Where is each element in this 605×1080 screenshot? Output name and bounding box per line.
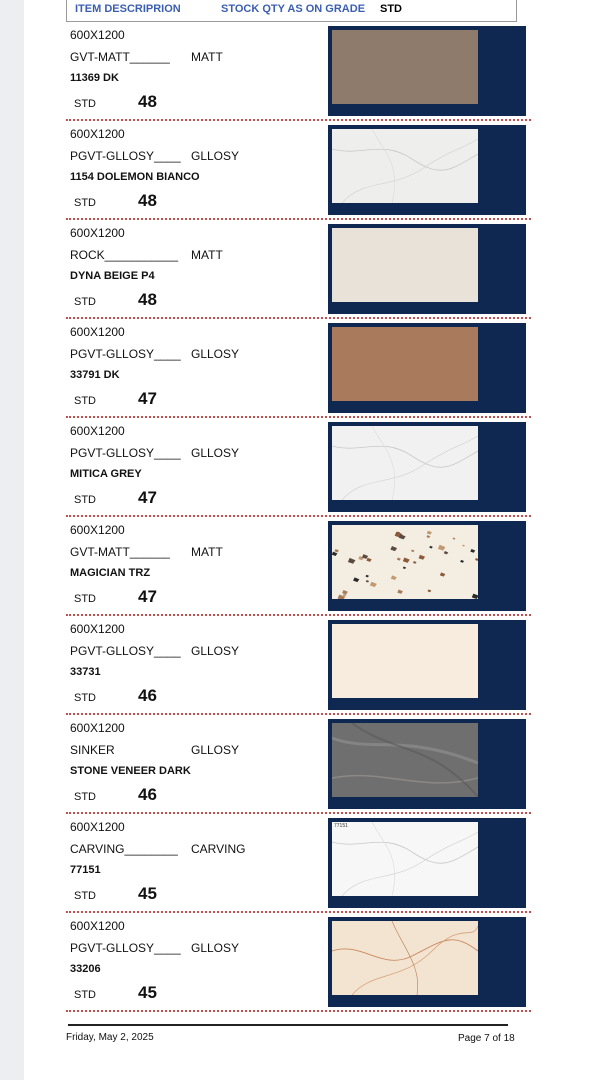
tile-size: 600X1200 [70, 127, 125, 141]
list-item [66, 121, 531, 220]
grade-label: STD [74, 890, 96, 902]
page-number: Page 7 of 18 [458, 1033, 515, 1044]
product-name: 77151 [70, 864, 101, 876]
grade-label: STD [74, 989, 96, 1001]
list-item [66, 517, 531, 616]
tile-size: 600X1200 [70, 523, 125, 537]
list-item [66, 913, 531, 1012]
product-name: 11369 DK [70, 72, 119, 84]
product-name: STONE VENEER DARK [70, 765, 191, 777]
product-code: GVT-MATT______ [70, 545, 170, 559]
stock-qty: 47 [138, 587, 157, 606]
tile-size: 600X1200 [70, 424, 125, 438]
finish-type: GLLOSY [191, 149, 240, 163]
list-item [66, 814, 531, 913]
finish-type: MATT [191, 248, 223, 262]
stock-qty: 46 [138, 785, 157, 804]
tile-image [332, 327, 478, 401]
tile-image [332, 723, 478, 797]
tile-image [332, 228, 470, 300]
tile-size: 600X1200 [70, 820, 125, 834]
finish-type: MATT [191, 545, 223, 559]
tile-photo [328, 224, 526, 314]
grade-label: STD [74, 593, 96, 605]
grade-label: STD [74, 791, 96, 803]
product-name: 33206 [70, 963, 101, 975]
tile-image [332, 921, 478, 995]
product-name: 1154 DOLEMON BIANCO [70, 171, 200, 183]
stock-qty: 48 [138, 92, 157, 111]
grade-label: STD [74, 692, 96, 704]
product-name: 33791 DK [70, 369, 120, 381]
tile-size: 600X1200 [70, 721, 125, 735]
tile-photo [328, 521, 526, 611]
tile-photo [328, 422, 526, 512]
grade-label: STD [74, 98, 96, 110]
tile-photo [328, 125, 526, 215]
finish-type: GLLOSY [191, 644, 240, 658]
tile-photo [328, 917, 526, 1007]
header-item-description: ITEM DESCRIPRION [75, 3, 181, 15]
finish-type: GLLOSY [191, 446, 240, 460]
tile-size: 600X1200 [70, 919, 125, 933]
product-code: PGVT-GLLOSY____ [70, 446, 181, 460]
product-code: PGVT-GLLOSY____ [70, 149, 181, 163]
list-item [66, 220, 531, 319]
stock-qty: 45 [138, 884, 157, 903]
tile-photo [328, 719, 526, 809]
finish-type: CARVING [191, 842, 246, 856]
tile-size: 600X1200 [70, 28, 125, 42]
stock-qty: 46 [138, 686, 157, 705]
stock-qty: 48 [138, 191, 157, 210]
tile-image [332, 129, 478, 203]
product-name: MAGICIAN TRZ [70, 567, 151, 579]
product-name: 33731 [70, 666, 101, 678]
product-name: DYNA BEIGE P4 [70, 270, 155, 282]
table-header [66, 0, 517, 22]
tile-size: 600X1200 [70, 622, 125, 636]
footer-date: Friday, May 2, 2025 [66, 1032, 154, 1043]
grade-label: STD [74, 296, 96, 308]
product-code: ROCK___________ [70, 248, 179, 262]
list-item [66, 616, 531, 715]
grade-label: STD [74, 197, 96, 209]
product-code: PGVT-GLLOSY____ [70, 347, 181, 361]
item-list [66, 22, 531, 1012]
tile-photo [328, 26, 526, 116]
tile-image [332, 426, 478, 500]
product-code: PGVT-GLLOSY____ [70, 941, 181, 955]
product-code: PGVT-GLLOSY____ [70, 644, 181, 658]
finish-type: GLLOSY [191, 941, 240, 955]
stock-qty: 48 [138, 290, 157, 309]
tile-photo [328, 818, 526, 908]
list-item [66, 418, 531, 517]
grade-label: STD [74, 395, 96, 407]
tile-image [332, 822, 478, 896]
product-name: MITICA GREY [70, 468, 142, 480]
finish-type: GLLOSY [191, 347, 240, 361]
product-code: GVT-MATT______ [70, 50, 170, 64]
product-code: SINKER [70, 743, 115, 757]
footer-divider [68, 1024, 508, 1026]
product-code: CARVING________ [70, 842, 178, 856]
grade-label: STD [74, 494, 96, 506]
tile-size: 600X1200 [70, 226, 125, 240]
stock-qty: 45 [138, 983, 157, 1002]
stock-qty: 47 [138, 389, 157, 408]
list-item [66, 22, 531, 121]
finish-type: GLLOSY [191, 743, 240, 757]
tile-photo [328, 620, 526, 710]
left-margin-strip [0, 0, 24, 1080]
finish-type: MATT [191, 50, 223, 64]
stock-qty: 47 [138, 488, 157, 507]
tile-size: 600X1200 [70, 325, 125, 339]
tile-image [332, 525, 478, 599]
header-stock-qty: STOCK QTY AS ON GRADE [221, 3, 366, 15]
tile-photo [328, 323, 526, 413]
list-item [66, 715, 531, 814]
tile-image [332, 30, 478, 104]
header-grade: STD [380, 3, 402, 15]
tile-label: 77151 [334, 823, 348, 829]
list-item [66, 319, 531, 418]
tile-image [332, 624, 478, 698]
